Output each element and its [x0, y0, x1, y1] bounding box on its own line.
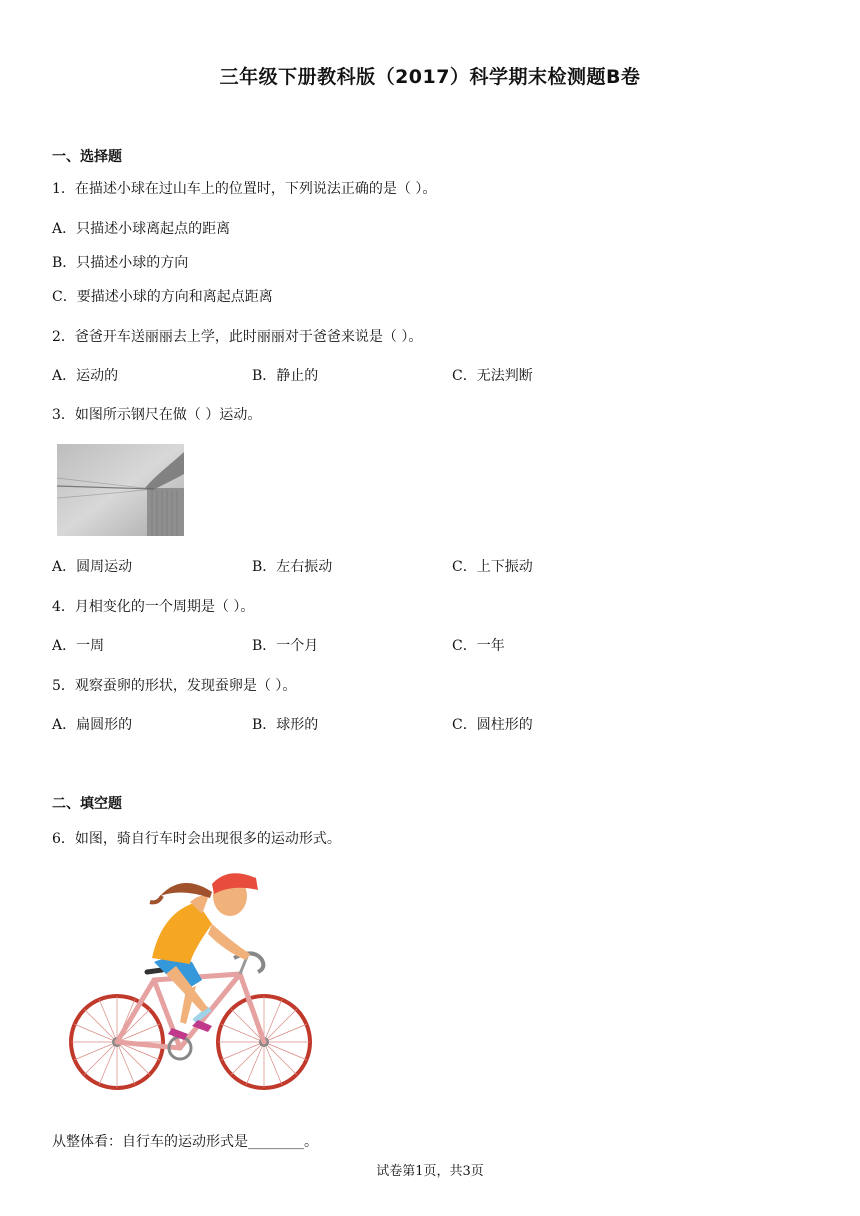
question-3-option-c: C．上下振动	[452, 559, 533, 575]
question-2-stem: 2．爸爸开车送丽丽去上学，此时丽丽对于爸爸来说是（ ）。	[52, 329, 423, 345]
question-1-option-c: C．要描述小球的方向和离起点距离	[52, 289, 273, 305]
vibrating-ruler-image	[57, 444, 184, 536]
question-1-option-b: B．只描述小球的方向	[52, 255, 189, 271]
question-1-stem: 1．在描述小球在过山车上的位置时，下列说法正确的是（ ）。	[52, 181, 437, 197]
cyclist-illustration	[62, 862, 324, 1090]
section-heading-choice: 一、选择题	[52, 149, 122, 165]
question-5-option-c: C．圆柱形的	[452, 717, 533, 733]
page-footer: 试卷第1页，共3页	[376, 1164, 484, 1179]
question-2-option-a: A．运动的	[52, 368, 119, 384]
question-5-option-b: B．球形的	[252, 717, 319, 733]
question-4-option-a: A．一周	[52, 638, 105, 654]
question-2-option-c: C．无法判断	[452, 368, 533, 384]
section-heading-fill: 二、填空题	[52, 796, 122, 812]
question-5-stem: 5．观察蚕卵的形状，发现蚕卵是（ ）。	[52, 678, 297, 694]
question-5-option-a: A．扁圆形的	[52, 717, 133, 733]
question-4-option-c: C．一年	[452, 638, 505, 654]
question-2-option-b: B．静止的	[252, 368, 319, 384]
question-3-option-a: A．圆周运动	[52, 559, 133, 575]
question-3-stem: 3．如图所示钢尺在做（ ）运动。	[52, 407, 262, 423]
page-title: 三年级下册教科版（2017）科学期末检测题B卷	[219, 66, 641, 88]
question-4-stem: 4．月相变化的一个周期是（ ）。	[52, 599, 255, 615]
question-6-stem: 6．如图，骑自行车时会出现很多的运动形式。	[52, 831, 341, 847]
question-6-blank: 从整体看：自行车的运动形式是________。	[52, 1134, 318, 1150]
question-1-option-a: A．只描述小球离起点的距离	[52, 221, 231, 237]
question-3-option-b: B．左右振动	[252, 559, 333, 575]
question-4-option-b: B．一个月	[252, 638, 319, 654]
